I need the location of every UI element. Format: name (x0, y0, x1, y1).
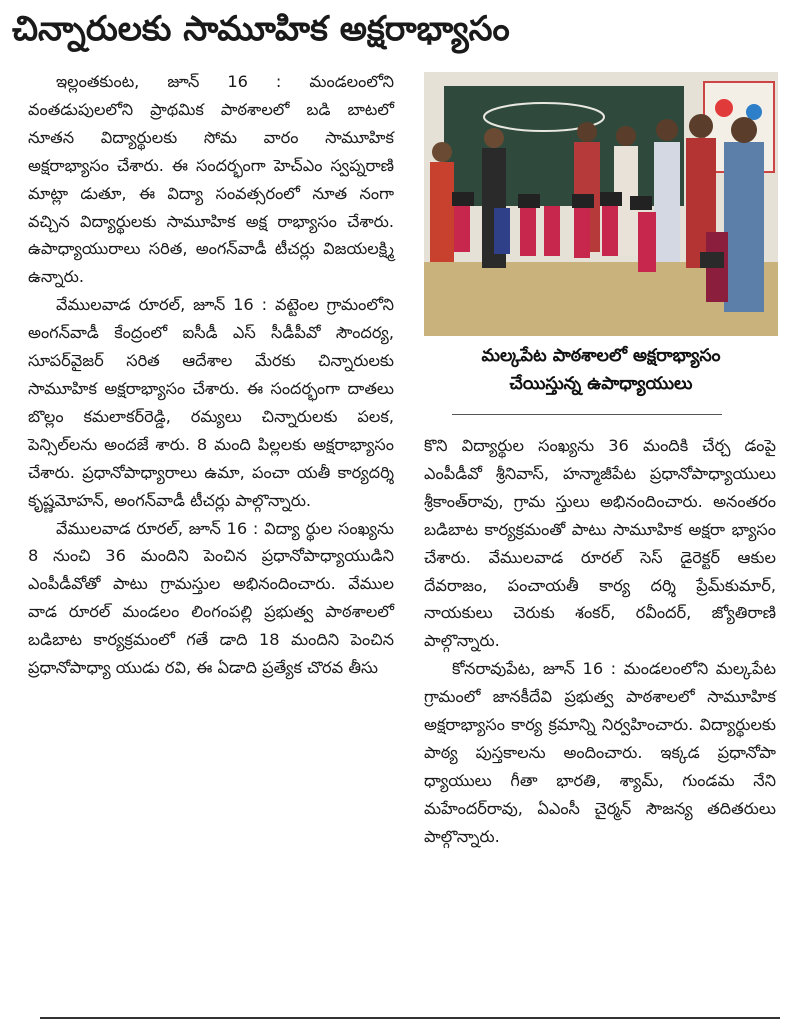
left-column (28, 68, 394, 682)
right-column (424, 432, 776, 851)
headline: చిన్నారులకు సామూహిక అక్షరాభ్యాసం (12, 9, 510, 49)
article-paragraph-lingampally: వేములవాడ రూరల్, జూన్ 16 : విద్యా ర్థుల సంఖ్యను 8 నుంచి 36 మందిని పెంచిన ప్రధానోపాధ్యాయుడిని ఎంపీడీవోతో పాటు గ్రామస్తుల అభినందించారు. వేముల వాడ రూరల్ మండలం లింగంపల్లి ప్రభుత్వ పాఠశాలలో బడిబాట కార్యక్రమంలో గతే డాది 18 మందిని పెంచిన ప్రధానోపాధ్యా యుడు రవి, ఈ ఏడాది ప్రత్యేక చొరవ తీసు (28, 518, 394, 678)
news-photo-illustration (424, 72, 778, 336)
article-paragraph-continuation: కొని విద్యార్థుల సంఖ్యను 36 మందికి చేర్చ డంపై ఎంపీడీవో శ్రీనివాస్, హన్మాజీపేట ప్రధానోపాధ్యాయులు శ్రీకాంత్‌రావు, గ్రామ స్తులు అభినందించారు. అనంతరం బడిబాట కార్యక్రమంతో పాటు సామూహిక అక్షరా భ్యాసం చేశారు. వేములవాడ రూరల్ సెస్ డైరెక్టర్ ఆకుల దేవరాజం, పంచాయతీ కార్య దర్శి ప్రేమ్‌కుమార్, నాయకులు చెరుకు శంకర్, రవీందర్, జ్యోతిరాణి పాల్గొన్నారు. (424, 436, 776, 651)
photo-caption (424, 342, 778, 398)
photo-caption-line-1: మల్కపేట పాఠశాలలో అక్షరాభ్యాసం (481, 346, 721, 366)
caption-divider (452, 414, 722, 415)
photo-caption-line-2: చేయిస్తున్న ఉపాధ్యాయులు (509, 374, 693, 394)
article-paragraph-konaraopet: కోనరావుపేట, జూన్ 16 : మండలంలోని మల్కపేట గ్రామంలో జానకీదేవి ప్రభుత్వ పాఠశాలలో సామూహిక అక్షరాభ్యాసం కార్య క్రమాన్ని నిర్వహించారు. విద్యార్థులకు పాఠ్య పుస్తకాలను అందించారు. ఇక్కడ ప్రధానోపా ధ్యాయులు గీతా భారతి, శ్యామ్, గుండమ నేని మహేందర్‌రావు, ఏఎంసీ చైర్మన్ సౌజన్య తదితరులు పాల్గొన్నారు. (424, 659, 776, 846)
article-paragraph-vattemla: వేములవాడ రూరల్, జూన్ 16 : వట్టెంల గ్రామంలోని అంగన్‌వాడీ కేంద్రంలో ఐసీడీ ఎస్ సీడీపీవో సౌందర్య, సూపర్‌వైజర్ సరిత ఆదేశాల మేరకు చిన్నారులకు సామూహిక అక్షరాభ్యాసం చేశారు. ఈ సందర్భంగా దాతలు బొల్లం కమలాకర్‌రెడ్డి, రమ్యలు చిన్నారులకు పలక, పెన్సిల్‌లను అందజే శారు. 8 మంది పిల్లలకు అక్షరాభ్యాసం చేశారు. ప్రధానోపాధ్యారాలు ఉమా, పంచా యతీ కార్యదర్శి కృష్ణమోహన్, అంగన్‌వాడీ టీచర్లు పాల్గొన్నారు. (28, 295, 394, 510)
article-paragraph-illanthakunta: ఇల్లంతకుంట, జూన్ 16 : మండలంలోని వంతడుపులలోని ప్రాథమిక పాఠశాలలో బడి బాటలో నూతన విద్యార్థులకు సోమ వారం సామూహిక అక్షరాభ్యాసం చేశారు. ఈ సందర్భంగా హెచ్ఎం స్వప్నరాణి మాట్లా డుతూ, ఈ విద్యా సంవత్సరంలో నూత నంగా వచ్చిన విద్యార్థులకు సామూహిక అక్ష రాభ్యాసం చేశారు. ఉపాధ్యాయురాలు సరిత, అంగన్‌వాడీ టీచర్లు విజయలక్ష్మి ఉన్నారు. (28, 72, 394, 287)
bottom-divider (40, 1017, 780, 1019)
news-photo (424, 72, 778, 336)
